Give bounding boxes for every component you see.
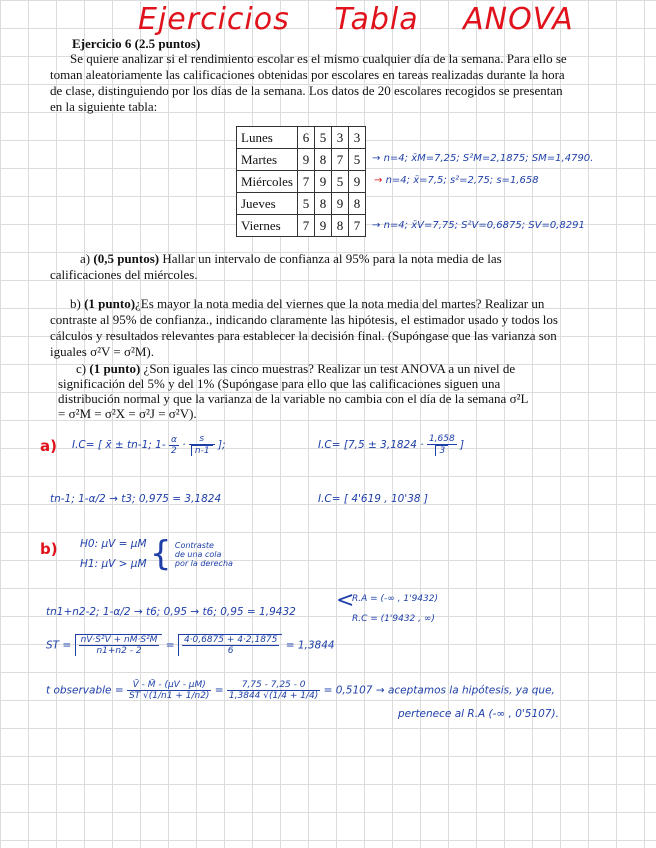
t-observable: t observable = $\frac{V̄ - M̄ - (\mu V - \mu M)}{ST √(1/n1 + 1/n2)}$ = $\frac{7,75 - 7,25 - 0}{1,3844 √(1/4 + 1/4)}$ = 0,5107 → aceptamos la hipótesis, ya que, [46, 680, 555, 701]
grade-cell: 8 [314, 193, 331, 215]
day-cell: Martes [237, 149, 298, 171]
day-cell: Viernes [237, 215, 298, 237]
page-title [138, 2, 608, 37]
grade-cell: 5 [314, 127, 331, 149]
h0-hypothesis: H0: μV = μM [80, 538, 147, 550]
grade-cell: 3 [348, 127, 365, 149]
grade-cell: 6 [297, 127, 314, 149]
solution-b-label: b) [40, 540, 58, 558]
arrow-right-icon: → [374, 175, 386, 186]
grade-cell: 8 [331, 215, 348, 237]
exercise-heading: Ejercicio 6 (2.5 puntos) [72, 36, 201, 51]
less-than-brace-icon: < [336, 588, 355, 613]
title-word-3: ANOVA [463, 2, 574, 37]
solution-a-substitution: I.C= [7,5 ± 3,1824 · $\frac{1,658}{3}$ ] [318, 434, 465, 456]
day-cell: Jueves [237, 193, 298, 215]
question-c: c) (1 punto) ¿Son iguales las cinco muestras? Realizar un test ANOVA a un nivel de significación del 5% y del 1% (Supóngase para ello que las calificaciones siguen una distribución normal y que la varianza de la variable no cambia con el día de la semana σ²L = σ²M = σ²X = σ²J = σ²V). [58, 361, 528, 421]
brace-icon: { [149, 534, 172, 574]
acceptance-region: R.A = (-∞ , 1'9432) [352, 594, 438, 604]
grade-cell: 9 [314, 171, 331, 193]
solution-a-t-value: tn-1; 1-α/2 → t3; 0,975 = 3,1824 [50, 493, 222, 505]
grade-cell: 5 [297, 193, 314, 215]
question-b: b) (1 punto)¿Es mayor la nota media del viernes que la nota media del martes? Realizar un contraste al 95% de confianza., indicando claramente las hipótesis, el estimador usado y todos los cálculos y resultados relevantes para establecer la decisión final. (Supóngase que las varianza son iguales σ²V = σ²M). [50, 296, 558, 359]
solution-a-interval: I.C= [ 4'619 , 10'38 ] [318, 493, 428, 505]
grade-cell: 9 [314, 215, 331, 237]
grade-cell: 9 [348, 171, 365, 193]
question-a: a) (0,5 puntos) Hallar un intervalo de confianza al 95% para la nota media de las calificaciones del miércoles. [50, 251, 502, 282]
solution-b-t-value: tn1+n2-2; 1-α/2 → t6; 0,95 → t6; 0,95 = 1,9432 [46, 606, 296, 618]
arrow-right-icon: → [372, 220, 384, 231]
conclusion: pertenece al R.A (-∞ , 0'5107). [398, 708, 559, 720]
table-row [237, 127, 366, 149]
pooled-sd: ST = $\frac{\text{nV·S²V + nM·S²M}}{n1+n2 - 2}$ = $\frac{4\cdot 0,6875 + 4\cdot 2,1875}{6}$ = 1,3844 [46, 635, 335, 656]
hypotheses [80, 534, 233, 574]
grade-cell: 9 [331, 193, 348, 215]
note-miercoles: → n=4; x̄=7,5; s²=2,75; s=1,658 [374, 175, 539, 186]
table-row [237, 215, 366, 237]
title-word-2: Tabla [334, 2, 419, 37]
day-cell: Miércoles [237, 171, 298, 193]
solution-a-formula: I.C= [ x̄ ± tn-1; 1- $\frac{\alpha}{2}$ · $\frac{s}{n-1}$ ]; [72, 434, 226, 456]
grade-cell: 7 [331, 149, 348, 171]
grade-cell: 9 [297, 149, 314, 171]
table-row [237, 171, 366, 193]
day-cell: Lunes [237, 127, 298, 149]
arrow-right-icon: → [372, 153, 384, 164]
solution-a-label: a) [40, 437, 57, 455]
grade-cell: 8 [348, 193, 365, 215]
grade-cell: 7 [348, 215, 365, 237]
table-row [237, 193, 366, 215]
exercise-intro: Se quiere analizar si el rendimiento escolar es el mismo cualquier día de la semana. Para ello se toman aleatoriamente las calificaciones obtenidas por escolares en tareas realizadas durante la hora de clase, distinguiendo por los días de la semana. Los datos de 20 escolares recogidos se presentan en la siguiente tabla: [50, 51, 567, 114]
grade-cell: 8 [314, 149, 331, 171]
grade-cell: 5 [331, 171, 348, 193]
grade-cell: 3 [331, 127, 348, 149]
brace-note: Contraste de una cola por la derecha [174, 540, 233, 568]
table-row [237, 149, 366, 171]
grade-cell: 5 [348, 149, 365, 171]
grade-cell: 7 [297, 215, 314, 237]
grades-table [236, 126, 366, 237]
grade-cell: 7 [297, 171, 314, 193]
note-martes: → n=4; x̄M=7,25; S²M=2,1875; SM=1,4790. [372, 153, 594, 164]
h1-hypothesis: H1: μV > μM [80, 558, 147, 570]
critical-region: R.C = (1'9432 , ∞) [352, 614, 435, 624]
title-word-1: Ejercicios [138, 2, 290, 37]
note-viernes: → n=4; x̄V=7,75; S²V=0,6875; SV=0,8291 [372, 220, 585, 231]
